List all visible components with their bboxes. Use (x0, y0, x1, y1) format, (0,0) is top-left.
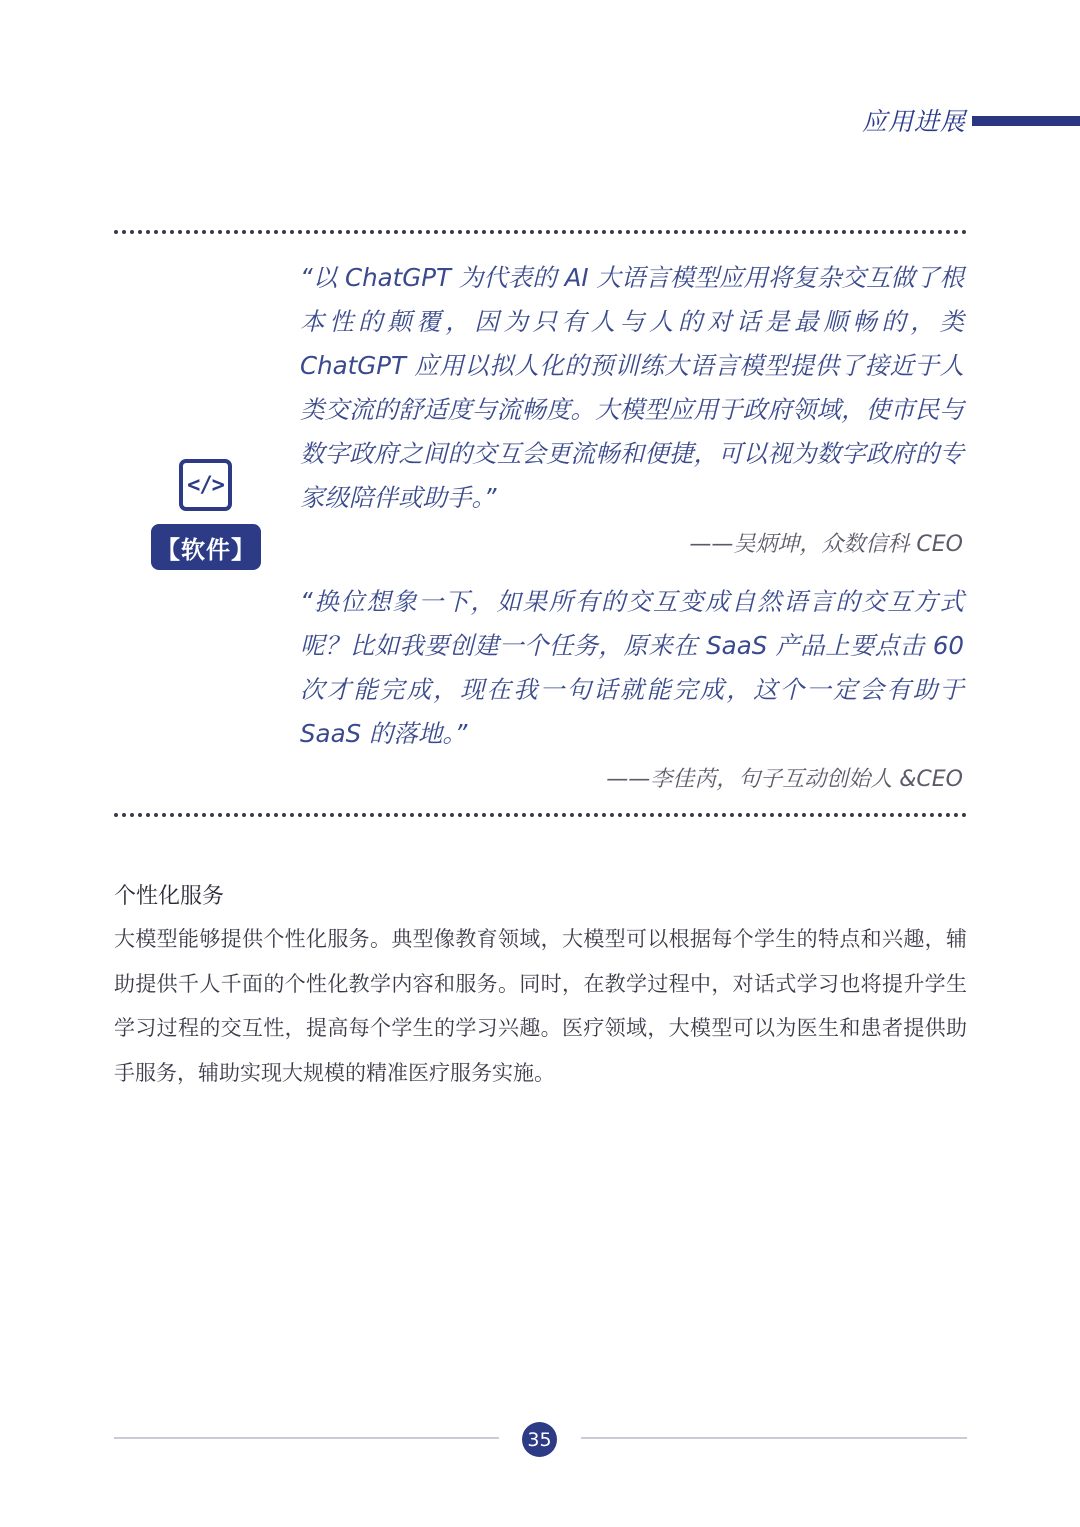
quote-attribution: ——李佳芮，句子互动创始人 &CEO (606, 767, 963, 792)
section-title: 个性化服务 (114, 884, 225, 909)
quote-text: “以 ChatGPT 为代表的 AI 大语言模型应用将复杂交互做了根本性的颠覆，因为只有人与人的对话是最顺畅的，类 ChatGPT 应用以拟人化的预训练大语言模型提供了接近于人类交流的舒适度与流畅度。大模型应用于政府领域，使市民与数字政府之间的交互会更流畅和便捷，可以视为数字政府的专家级陪伴或助手。” (300, 263, 964, 512)
quote-attribution: ——吴炳坤，众数信科 CEO (689, 532, 963, 557)
body-paragraph: 大模型能够提供个性化服务。典型像教育领域，大模型可以根据每个学生的特点和兴趣，辅助提供千人千面的个性化教学内容和服务。同时，在教学过程中，对话式学习也将提升学生学习过程的交互性，提高每个学生的学习兴趣。医疗领域，大模型可以为医生和患者提供助手服务，辅助实现大规模的精准医疗服务实施。 (114, 927, 967, 1085)
section-label: 应用进展 (861, 107, 966, 136)
dotted-divider-bottom (114, 813, 967, 817)
dotted-divider-top (114, 230, 967, 234)
footer-rule-right (581, 1437, 967, 1439)
footer-rule-left (114, 1437, 499, 1439)
category-tag: 【软件】 (151, 524, 261, 570)
page-number: 35 (522, 1422, 557, 1457)
header-accent-bar (972, 116, 1080, 126)
quote-text: “换位想象一下，如果所有的交互变成自然语言的交互方式呢？比如我要创建一个任务，原来在 SaaS 产品上要点击 60 次才能完成，现在我一句话就能完成，这个一定会有助于 SaaS 的落地。” (300, 587, 964, 748)
code-icon: </> (179, 459, 232, 511)
